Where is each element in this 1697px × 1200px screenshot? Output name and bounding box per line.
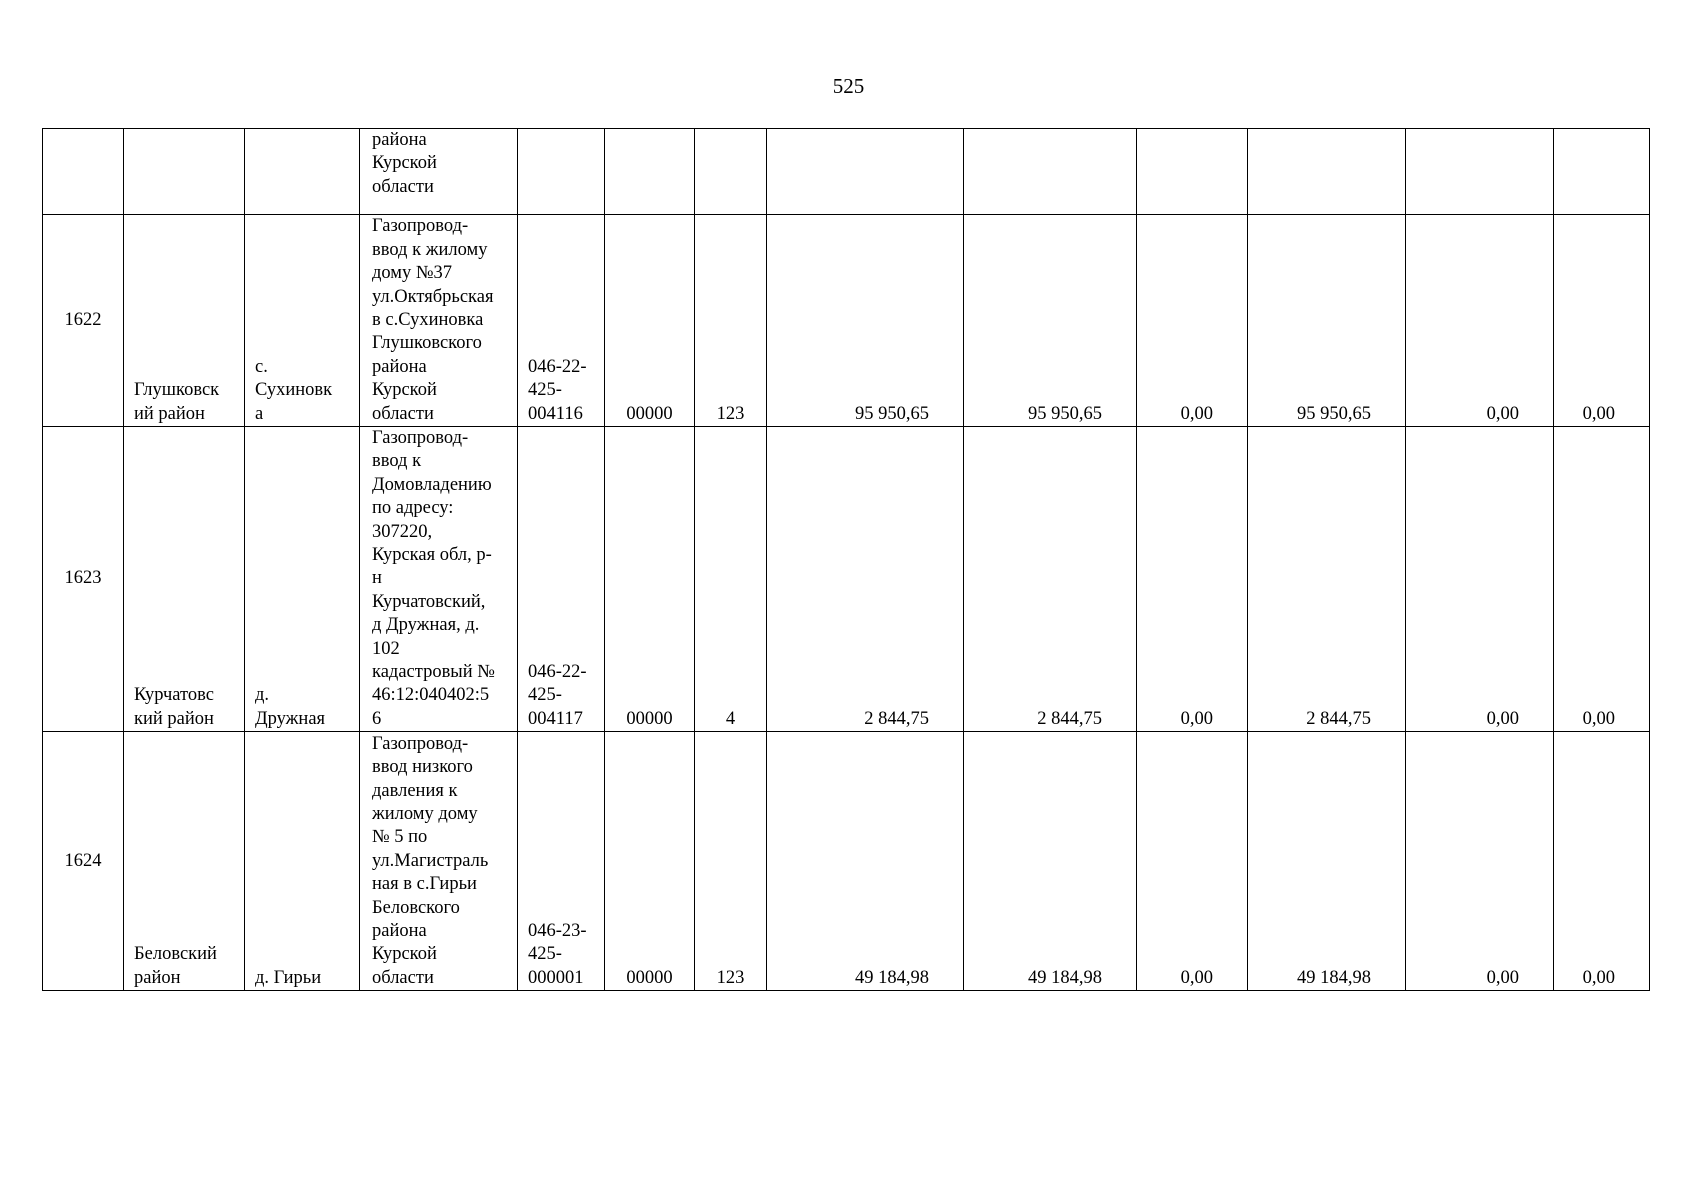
object-name-cell: Газопровод- ввод к жилому дому №37 ул.Октябрьская в с.Сухиновка Глушковского района Курской области xyxy=(360,215,518,427)
locality-cell xyxy=(245,129,360,215)
district-cell: Беловский район xyxy=(124,732,245,991)
value-cell-6: 0,00 xyxy=(1554,427,1650,732)
value-cell-3: 0,00 xyxy=(1137,732,1248,991)
code-cell xyxy=(605,129,695,215)
quantity-cell: 123 xyxy=(695,732,767,991)
quantity-cell: 4 xyxy=(695,427,767,732)
registry-code-cell: 046-22- 425- 004116 xyxy=(518,215,605,427)
quantity-cell xyxy=(695,129,767,215)
registry-code-cell: 046-23- 425- 000001 xyxy=(518,732,605,991)
value-cell-1: 2 844,75 xyxy=(767,427,964,732)
code-cell: 00000 xyxy=(605,427,695,732)
value-cell-1: 49 184,98 xyxy=(767,732,964,991)
value-cell-6: 0,00 xyxy=(1554,732,1650,991)
value-cell-4: 2 844,75 xyxy=(1248,427,1406,732)
value-cell-1: 95 950,65 xyxy=(767,215,964,427)
registry-code-cell xyxy=(518,129,605,215)
value-cell-5: 0,00 xyxy=(1406,215,1554,427)
value-cell-2: 2 844,75 xyxy=(964,427,1137,732)
value-cell-5: 0,00 xyxy=(1406,427,1554,732)
object-name-cell: района Курской области xyxy=(360,129,518,215)
value-cell-5: 0,00 xyxy=(1406,732,1554,991)
district-cell: Глушковск ий район xyxy=(124,215,245,427)
district-cell xyxy=(124,129,245,215)
registry-table xyxy=(42,128,1650,991)
object-name-cell: Газопровод- ввод к Домовладению по адресу: 307220, Курская обл, р- н Курчатовский, д Дружная, д. 102 кадастровый № 46:12:040402:5 6 xyxy=(360,427,518,732)
table-row xyxy=(43,215,1650,427)
district-cell: Курчатовс кий район xyxy=(124,427,245,732)
row-number: 1624 xyxy=(43,732,124,991)
table-row xyxy=(43,427,1650,732)
value-cell-3: 0,00 xyxy=(1137,215,1248,427)
row-number: 1622 xyxy=(43,215,124,427)
value-cell-4: 95 950,65 xyxy=(1248,215,1406,427)
row-number xyxy=(43,129,124,215)
row-number: 1623 xyxy=(43,427,124,732)
value-cell-5 xyxy=(1406,129,1554,215)
page-number: 525 xyxy=(832,74,865,98)
code-cell: 00000 xyxy=(605,215,695,427)
object-name-cell: Газопровод- ввод низкого давления к жилому дому № 5 по ул.Магистраль ная в с.Гирьи Беловского района Курской области xyxy=(360,732,518,991)
locality-cell: с. Сухиновк а xyxy=(245,215,360,427)
table-row xyxy=(43,732,1650,991)
locality-cell: д. Гирьи xyxy=(245,732,360,991)
value-cell-3: 0,00 xyxy=(1137,427,1248,732)
value-cell-4: 49 184,98 xyxy=(1248,732,1406,991)
value-cell-6 xyxy=(1554,129,1650,215)
registry-code-cell: 046-22- 425- 004117 xyxy=(518,427,605,732)
table-row xyxy=(43,129,1650,215)
locality-cell: д. Дружная xyxy=(245,427,360,732)
value-cell-3 xyxy=(1137,129,1248,215)
value-cell-1 xyxy=(767,129,964,215)
value-cell-2 xyxy=(964,129,1137,215)
value-cell-2: 95 950,65 xyxy=(964,215,1137,427)
code-cell: 00000 xyxy=(605,732,695,991)
quantity-cell: 123 xyxy=(695,215,767,427)
value-cell-6: 0,00 xyxy=(1554,215,1650,427)
value-cell-4 xyxy=(1248,129,1406,215)
value-cell-2: 49 184,98 xyxy=(964,732,1137,991)
